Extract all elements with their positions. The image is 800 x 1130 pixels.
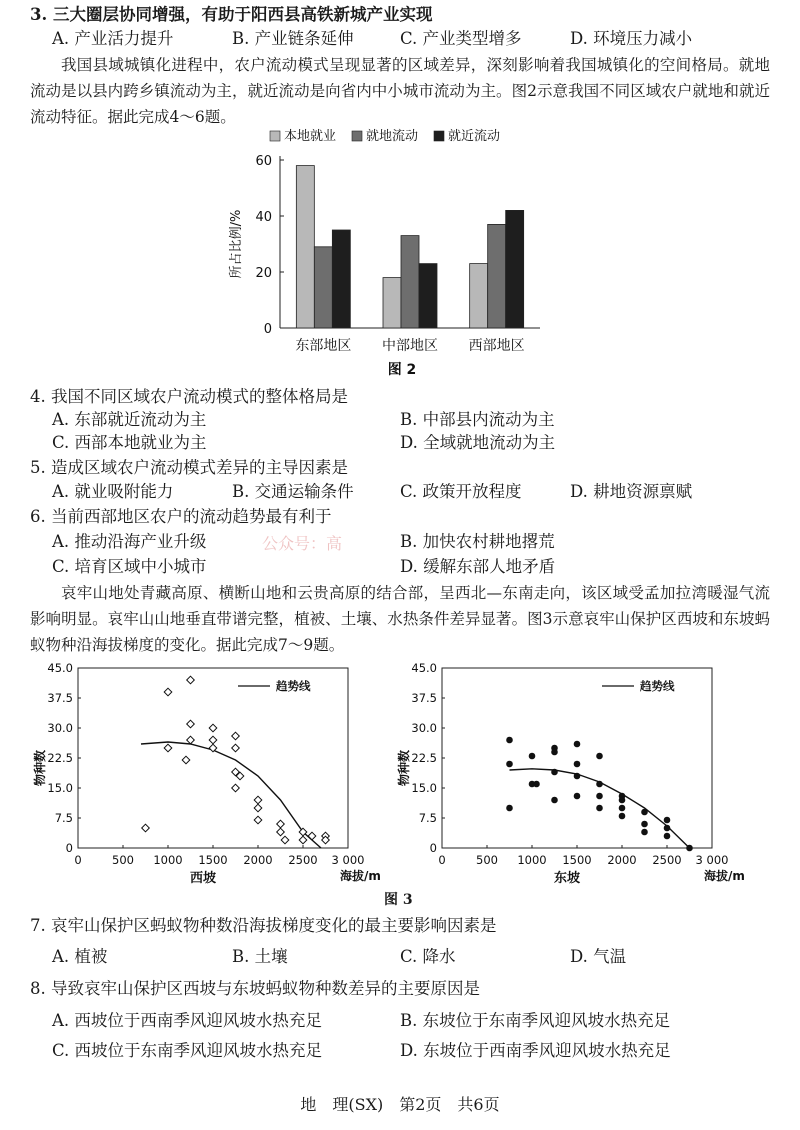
east-x-tick-label-3: 1500: [562, 853, 592, 867]
east-point-6: [533, 781, 540, 788]
passage-1: 我国县域城镇化进程中，农户流动模式呈现显著的区域差异，深刻影响着我国城镇化的空间格局。就地流动是以县内跨乡镇流动为主，就近流动是向省内中小城市流动为主。图2示意我国不同区域农户就地和就近流动特征。据此完成4～6题。: [30, 56, 770, 126]
question-4-stem: 4. 我国不同区域农户流动模式的整体格局是: [30, 387, 348, 406]
east-point-18: [596, 805, 603, 812]
east-y-tick-label-6: 45.0: [411, 661, 437, 675]
y-tick-label-1: 20: [255, 266, 272, 281]
legend-label-3: 就近流动: [448, 129, 501, 144]
east-point-29: [686, 845, 693, 852]
west-point-9: [209, 736, 217, 744]
q4-option-c: C. 西部本地就业为主: [52, 433, 207, 452]
q6-option-b: B. 加快农村耕地撂荒: [400, 532, 555, 551]
q5-option-a: A. 就业吸附能力: [52, 482, 174, 501]
west-x-tick-label-4: 2000: [243, 853, 273, 867]
q5-option-b: B. 交通运输条件: [232, 482, 354, 501]
figure-3-caption: 图 3: [384, 892, 413, 908]
east-x-tick-label-4: 2000: [607, 853, 637, 867]
q4-option-a: A. 东部就近流动为主: [52, 410, 207, 429]
east-point-20: [619, 797, 626, 804]
west-point-3: [164, 744, 172, 752]
east-y-tick-label-4: 30.0: [411, 721, 437, 735]
west-point-14: [232, 784, 240, 792]
east-point-17: [596, 793, 603, 800]
west-point-8: [209, 724, 217, 732]
y-axis-label: 所占比例/%: [229, 209, 244, 279]
bar-1-2: [314, 247, 332, 328]
q3-option-a: A. 产业活力提升: [52, 29, 174, 48]
west-trend-line: [141, 742, 321, 848]
bar-1-1: [296, 166, 314, 328]
category-label-1: 东部地区: [295, 338, 352, 354]
bar-3-1: [470, 264, 488, 328]
west-point-1: [142, 824, 150, 832]
west-point-6: [187, 736, 195, 744]
west-x-tick-label-2: 1000: [153, 853, 183, 867]
west-y-axis-label: 物种数: [33, 749, 47, 787]
east-point-28: [664, 833, 671, 840]
east-point-15: [596, 753, 603, 760]
west-point-19: [277, 820, 285, 828]
east-x-tick-label-2: 1000: [517, 853, 547, 867]
east-point-1: [506, 737, 513, 744]
legend-swatch-3: [434, 131, 444, 141]
category-label-2: 中部地区: [382, 338, 438, 354]
east-point-21: [619, 805, 626, 812]
west-y-tick-label-3: 22.5: [47, 751, 73, 765]
legend-label-2: 就地流动: [366, 129, 419, 144]
east-point-12: [574, 761, 581, 768]
east-point-8: [551, 749, 558, 756]
figure-2-bar-chart: [220, 124, 560, 386]
east-point-23: [641, 809, 648, 816]
east-y-tick-label-5: 37.5: [411, 691, 437, 705]
west-point-11: [232, 732, 240, 740]
q4-option-d: D. 全域就地流动为主: [400, 433, 556, 452]
figure-3-west-slope-scatter: [28, 656, 383, 886]
q3-option-b: B. 产业链条延伸: [232, 29, 354, 48]
east-point-13: [574, 773, 581, 780]
west-legend-label: 趋势线: [276, 679, 311, 693]
q3-option-d: D. 环境压力减小: [570, 29, 693, 48]
q8-option-c: C. 西坡位于东南季风迎风坡水热充足: [52, 1041, 323, 1060]
q6-option-d: D. 缓解东部人地矛盾: [400, 557, 556, 576]
bar-3-3: [506, 210, 524, 328]
passage-2: 哀牢山地处青藏高原、横断山地和云贵高原的结合部，呈西北—东南走向，该区域受孟加拉湾暖湿气流影响明显。哀牢山山地垂直带谱完整，植被、土壤、水热条件差异显著。图3示意哀牢山保护区西坡和东坡蚂蚁物种沿海拔梯度的变化。据此完成7～9题。: [30, 584, 770, 654]
question-3-stem: 3. 三大圈层协同增强，有助于阳西县高铁新城产业实现: [30, 5, 433, 24]
question-6-stem: 6. 当前西部地区农户的流动趋势最有利于: [30, 507, 332, 526]
west-point-2: [164, 688, 172, 696]
q6-option-a: A. 推动沿海产业升级: [52, 532, 207, 551]
west-point-16: [254, 796, 262, 804]
east-point-3: [506, 805, 513, 812]
question-8-stem: 8. 导致哀牢山保护区西坡与东坡蚂蚁物种数差异的主要原因是: [30, 979, 480, 998]
west-x-tick-label-3: 1500: [198, 853, 228, 867]
west-x-tick-label-0: 0: [74, 853, 82, 867]
q8-option-b: B. 东坡位于东南季风迎风坡水热充足: [400, 1011, 671, 1030]
east-point-27: [664, 825, 671, 832]
west-point-7: [182, 756, 190, 764]
west-point-12: [232, 744, 240, 752]
east-subtitle: 东坡: [553, 871, 581, 886]
bar-1-3: [332, 230, 350, 328]
west-x-tick-label-5: 2500: [288, 853, 318, 867]
q5-option-c: C. 政策开放程度: [400, 482, 522, 501]
east-x-tick-label-6: 3 000: [695, 853, 729, 867]
east-x-tick-label-1: 500: [476, 853, 498, 867]
west-x-tick-label-1: 500: [112, 853, 134, 867]
east-legend-label: 趋势线: [640, 679, 675, 693]
west-y-tick-label-0: 0: [65, 841, 73, 855]
east-y-tick-label-2: 15.0: [411, 781, 437, 795]
east-x-tick-label-5: 2500: [652, 853, 682, 867]
east-y-tick-label-3: 22.5: [411, 751, 437, 765]
west-point-17: [254, 804, 262, 812]
bar-2-3: [419, 264, 437, 328]
question-7-stem: 7. 哀牢山保护区蚂蚁物种数沿海拔梯度变化的最主要影响因素是: [30, 916, 497, 935]
east-x-tick-label-0: 0: [438, 853, 446, 867]
west-point-4: [187, 676, 195, 684]
bar-2-1: [383, 278, 401, 328]
east-point-10: [551, 797, 558, 804]
q8-option-a: A. 西坡位于西南季风迎风坡水热充足: [52, 1011, 322, 1030]
q4-option-b: B. 中部县内流动为主: [400, 410, 555, 429]
east-point-24: [641, 821, 648, 828]
legend-swatch-2: [352, 131, 362, 141]
east-point-22: [619, 813, 626, 820]
west-point-18: [254, 816, 262, 824]
bar-2-2: [401, 236, 419, 328]
east-point-26: [664, 817, 671, 824]
west-point-24: [308, 832, 316, 840]
q7-option-a: A. 植被: [52, 947, 108, 966]
east-x-axis-label: 海拔/m: [704, 869, 745, 883]
west-y-tick-label-5: 37.5: [47, 691, 73, 705]
bar-3-2: [488, 224, 506, 328]
y-tick-label-0: 0: [263, 322, 272, 337]
west-point-5: [187, 720, 195, 728]
east-y-tick-label-1: 7.5: [418, 811, 437, 825]
west-plot-frame: [78, 668, 348, 848]
west-y-tick-label-1: 7.5: [54, 811, 73, 825]
west-x-axis-label: 海拔/m: [340, 869, 381, 883]
west-point-20: [277, 828, 285, 836]
east-point-14: [574, 793, 581, 800]
east-point-16: [596, 781, 603, 788]
east-point-4: [529, 753, 536, 760]
q6-option-c: C. 培育区域中小城市: [52, 557, 207, 576]
q3-option-c: C. 产业类型增多: [400, 29, 522, 48]
west-y-tick-label-6: 45.0: [47, 661, 73, 675]
y-tick-label-3: 60: [255, 154, 272, 169]
q5-option-d: D. 耕地资源禀赋: [570, 482, 693, 501]
figure-2-caption: 图 2: [387, 362, 417, 378]
q7-option-d: D. 气温: [570, 947, 627, 966]
page-footer: 地 理(SX) 第2页 共6页: [300, 1095, 500, 1114]
east-plot-frame: [442, 668, 712, 848]
legend-label-1: 本地就业: [284, 129, 337, 144]
west-y-tick-label-2: 15.0: [47, 781, 73, 795]
west-subtitle: 西坡: [189, 871, 217, 886]
legend-swatch-1: [270, 131, 280, 141]
watermark: 公众号：高: [262, 534, 343, 553]
east-y-axis-label: 物种数: [397, 749, 411, 787]
question-5-stem: 5. 造成区域农户流动模式差异的主导因素是: [30, 458, 348, 477]
west-point-21: [281, 836, 289, 844]
west-y-tick-label-4: 30.0: [47, 721, 73, 735]
east-point-11: [574, 741, 581, 748]
east-point-2: [506, 761, 513, 768]
q8-option-d: D. 东坡位于西南季风迎风坡水热充足: [400, 1041, 671, 1060]
east-point-25: [641, 829, 648, 836]
q7-option-c: C. 降水: [400, 947, 456, 966]
q7-option-b: B. 土壤: [232, 947, 288, 966]
category-label-3: 西部地区: [468, 338, 525, 354]
y-tick-label-2: 40: [255, 210, 272, 225]
east-y-tick-label-0: 0: [429, 841, 437, 855]
west-point-23: [299, 836, 307, 844]
west-x-tick-label-6: 3 000: [331, 853, 365, 867]
figure-3-east-slope-scatter: [392, 656, 747, 886]
east-point-9: [551, 769, 558, 776]
